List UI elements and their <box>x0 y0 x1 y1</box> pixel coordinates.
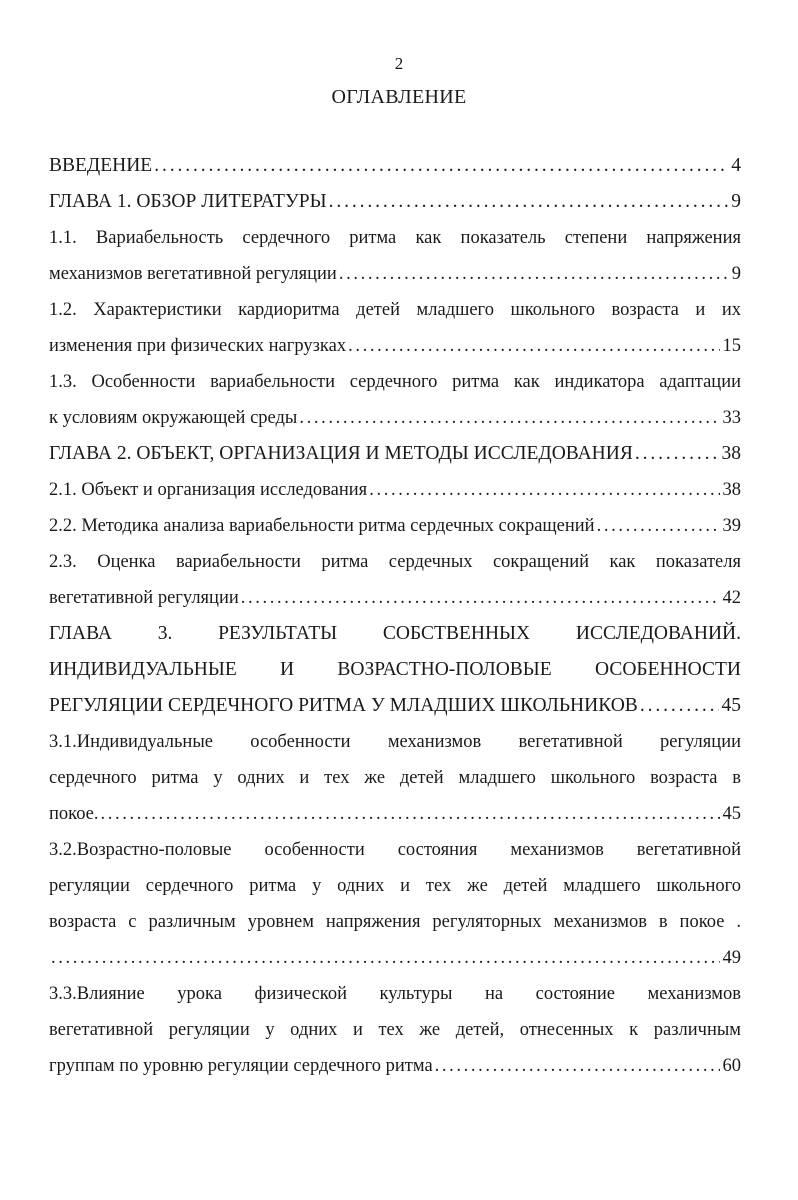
toc-entry <box>49 616 741 724</box>
toc-entry-line: 3.1.Индивидуальные особенности механизмов вегетативной регуляции <box>49 732 741 752</box>
toc-page-number: 38 <box>722 480 741 500</box>
toc-entry-text: механизмов вегетативной регуляции <box>49 264 337 284</box>
toc-entry-line: 3.3.Влияние урока физической культуры на состояние механизмов <box>49 984 741 1004</box>
dot-leader <box>299 400 719 436</box>
toc-page-number: 45 <box>721 695 741 716</box>
toc-entry-text: к условиям окружающей среды <box>49 408 298 428</box>
toc-entry-last-line <box>49 436 741 472</box>
toc-entry-line: сердечного ритма у одних и тех же детей младшего школьного возраста в <box>49 768 741 788</box>
toc-entry-text: группам по уровню регуляции сердечного ритма <box>49 1056 433 1076</box>
dot-leader <box>369 472 719 508</box>
toc-entry-last-line <box>49 256 741 292</box>
toc-entry-text: 2.2. Методика анализа вариабельности ритма сердечных сокращений <box>49 516 595 536</box>
toc-page-number: 39 <box>722 516 741 536</box>
toc-entry <box>49 292 741 364</box>
toc-entry <box>49 508 741 544</box>
toc-entry-line: регуляции сердечного ритма у одних и тех же детей младшего школьного <box>49 876 741 896</box>
toc-entry-line: 1.2. Характеристики кардиоритма детей младшего школьного возраста и их <box>49 300 741 320</box>
toc-entry-text: изменения при физических нагрузках <box>49 336 347 356</box>
page-number: 2 <box>394 54 404 73</box>
toc-entry <box>49 364 741 436</box>
toc-entry-text: РЕГУЛЯЦИИ СЕРДЕЧНОГО РИТМА У МЛАДШИХ ШКОЛЬНИКОВ <box>49 695 638 716</box>
toc-entry-text: 2.1. Объект и организация исследования <box>49 480 368 500</box>
toc-entry-last-line <box>49 508 741 544</box>
toc-entry-line: ГЛАВА 3. РЕЗУЛЬТАТЫ СОБСТВЕННЫХ ИССЛЕДОВАНИЙ. <box>49 623 741 644</box>
toc-entry-last-line <box>49 184 741 220</box>
toc-entry <box>49 184 741 220</box>
toc-entry <box>49 724 741 832</box>
toc-entry-last-line <box>49 940 741 976</box>
toc-page-number: 4 <box>731 155 741 176</box>
toc-entry-last-line <box>49 1048 741 1084</box>
toc-entry <box>49 544 741 616</box>
page-title: ОГЛАВЛЕНИЕ <box>331 86 467 108</box>
toc-entry-text: ВВЕДЕНИЕ <box>49 155 153 176</box>
dot-leader <box>154 148 728 184</box>
dot-leader <box>640 688 719 724</box>
dot-leader <box>339 256 729 292</box>
toc-entry <box>49 472 741 508</box>
toc-entry-line: вегетативной регуляции у одних и тех же детей, отнесенных к различным <box>49 1020 741 1040</box>
dot-leader <box>51 940 720 976</box>
toc-page-number: 9 <box>731 191 741 212</box>
toc-entry <box>49 148 741 184</box>
dot-leader <box>597 508 720 544</box>
toc-entry-last-line <box>49 472 741 508</box>
dot-leader <box>101 796 720 832</box>
toc-page-number: 49 <box>722 948 741 968</box>
toc-entry-text: ГЛАВА 1. ОБЗОР ЛИТЕРАТУРЫ <box>49 191 327 212</box>
toc-entry-text: ГЛАВА 2. ОБЪЕКТ, ОРГАНИЗАЦИЯ И МЕТОДЫ ИССЛЕДОВАНИЯ <box>49 443 633 464</box>
toc-entry-last-line <box>49 796 741 832</box>
toc-entry <box>49 220 741 292</box>
toc-entry-last-line <box>49 688 741 724</box>
toc-entry-line: 2.3. Оценка вариабельности ритма сердечных сокращений как показателя <box>49 552 741 572</box>
toc-page-number: 38 <box>721 443 741 464</box>
toc-page-number: 15 <box>722 336 741 356</box>
toc-entry-text: покое. <box>49 804 99 824</box>
toc-page-number: 45 <box>722 804 741 824</box>
dot-leader <box>435 1048 720 1084</box>
toc-page-number: 42 <box>722 588 741 608</box>
dot-leader <box>635 436 719 472</box>
dot-leader <box>241 580 720 616</box>
toc-page-number: 60 <box>722 1056 741 1076</box>
toc-entry-text: вегетативной регуляции <box>49 588 239 608</box>
toc-entry-line: 1.1. Вариабельность сердечного ритма как показатель степени напряжения <box>49 228 741 248</box>
toc-page-number: 9 <box>731 264 741 284</box>
toc-page-number: 33 <box>722 408 741 428</box>
toc-entry-line: возраста с различным уровнем напряжения регуляторных механизмов в покое . <box>49 912 741 932</box>
toc-entry <box>49 976 741 1084</box>
toc-entry-last-line <box>49 580 741 616</box>
toc-entry <box>49 832 741 976</box>
dot-leader <box>329 184 729 220</box>
toc-entry-last-line <box>49 328 741 364</box>
toc-entry-line: 1.3. Особенности вариабельности сердечного ритма как индикатора адаптации <box>49 372 741 392</box>
toc-entry <box>49 436 741 472</box>
table-of-contents <box>49 148 741 1084</box>
dot-leader <box>348 328 719 364</box>
toc-entry-last-line <box>49 400 741 436</box>
toc-entry-last-line <box>49 148 741 184</box>
toc-entry-line: ИНДИВИДУАЛЬНЫЕ И ВОЗРАСТНО-ПОЛОВЫЕ ОСОБЕННОСТИ <box>49 659 741 680</box>
toc-entry-line: 3.2.Возрастно-половые особенности состояния механизмов вегетативной <box>49 840 741 860</box>
